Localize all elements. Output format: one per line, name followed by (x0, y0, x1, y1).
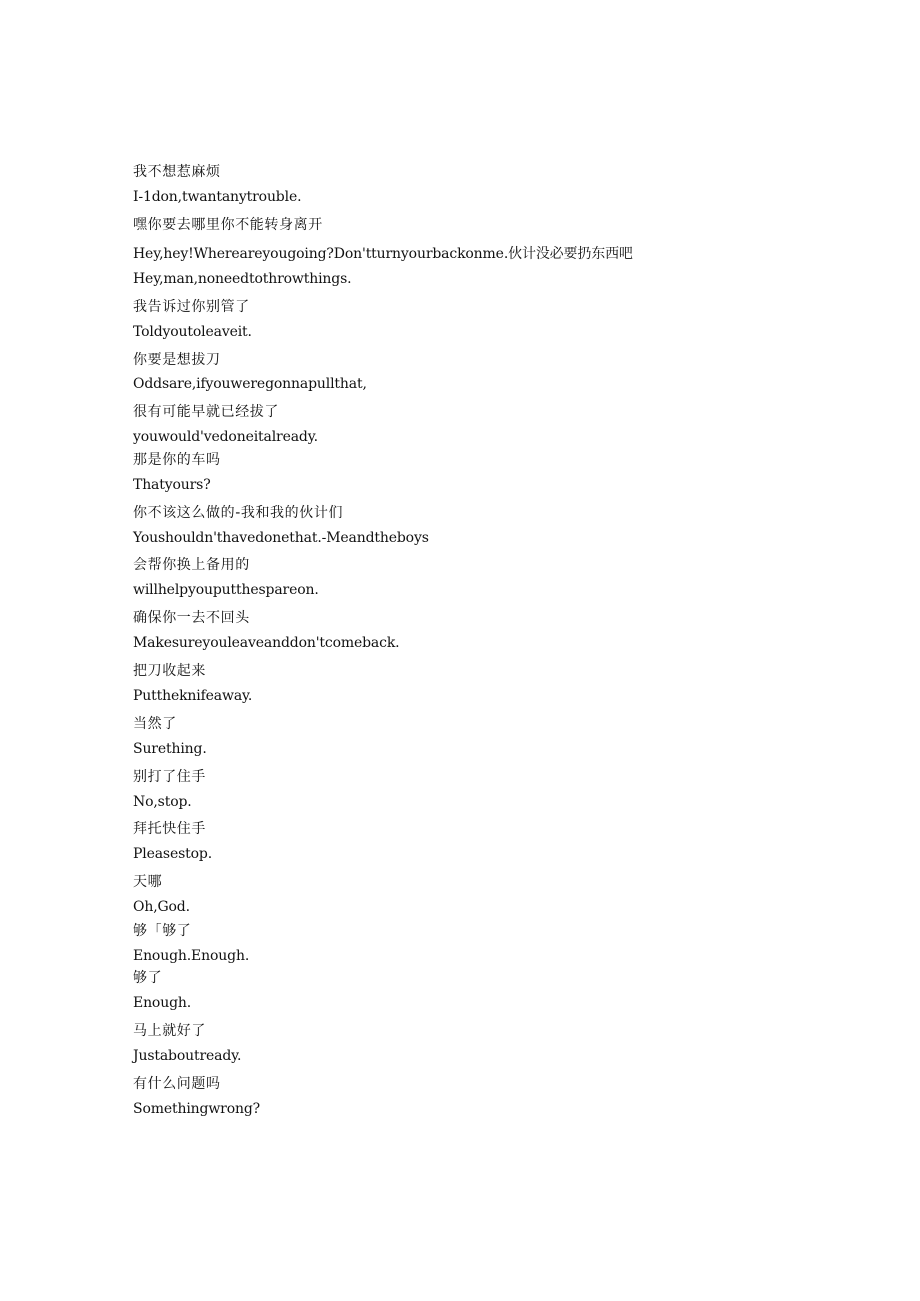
subtitle-line-en: Thatyours? (133, 477, 211, 493)
subtitle-line-en: Toldyoutoleaveit. (133, 324, 252, 340)
subtitle-line-zh: 你不该这么做的-我和我的伙计们 (133, 505, 344, 521)
subtitle-line-zh: 我不想惹麻烦 (133, 164, 221, 180)
subtitle-line-en: Pleasestop. (133, 846, 213, 862)
subtitle-line-en: youwould'vedoneitalready. (133, 429, 318, 445)
subtitle-line-zh: 很有可能早就已经拔了 (133, 404, 279, 420)
subtitle-line-zh: 那是你的车吗 (133, 452, 221, 468)
subtitle-line-en: Oddsare,ifyouweregonnapullthat, (133, 376, 367, 392)
subtitle-line-zh: 马上就好了 (133, 1023, 206, 1039)
subtitle-line-zh: 确保你一去不回头 (133, 610, 250, 626)
subtitle-line-en: Justaboutready. (133, 1048, 242, 1064)
subtitle-line-en: I-1don,twantanytrouble. (133, 189, 302, 205)
subtitle-line-zh: 够了 (133, 970, 163, 986)
subtitle-line-en: Enough.Enough. (133, 948, 250, 964)
subtitle-line-en: Makesureyouleaveanddon'tcomeback. (133, 635, 400, 651)
subtitle-line-zh: 我告诉过你别管了 (133, 299, 250, 315)
subtitle-line-zh: 把刀收起来 (133, 663, 206, 679)
subtitle-line-zh: 够「够了 (133, 923, 192, 939)
subtitle-line-zh: 天哪 (133, 874, 163, 890)
subtitle-line-zh: 有什么问题吗 (133, 1076, 221, 1092)
subtitle-line-en: Hey,man,noneedtothrowthings. (133, 271, 352, 287)
subtitle-line-en: Somethingwrong? (133, 1101, 261, 1117)
subtitle-line-en: Surething. (133, 741, 207, 757)
subtitle-line-en: Youshouldn'thavedonethat.-Meandtheboys (133, 530, 429, 546)
subtitle-line-en: Oh,God. (133, 899, 190, 915)
subtitle-line-zh: 拜托快住手 (133, 821, 206, 837)
subtitle-line-zh: 当然了 (133, 716, 177, 732)
subtitle-line-en: Enough. (133, 995, 192, 1011)
subtitle-line-en: Puttheknifeaway. (133, 688, 253, 704)
subtitle-line-zh: 你要是想拔刀 (133, 352, 221, 368)
subtitle-line-en: willhelpyouputthespareon. (133, 582, 319, 598)
subtitle-line-en: Hey,hey!Whereareyougoing?Don'tturnyourbackonme.伙计没必要扔东西吧 (133, 246, 633, 262)
subtitle-line-zh: 嘿你要去哪里你不能转身离开 (133, 217, 323, 233)
subtitle-line-zh: 别打了住手 (133, 769, 206, 785)
subtitle-line-zh: 会帮你换上备用的 (133, 557, 250, 573)
subtitle-line-en: No,stop. (133, 794, 192, 810)
